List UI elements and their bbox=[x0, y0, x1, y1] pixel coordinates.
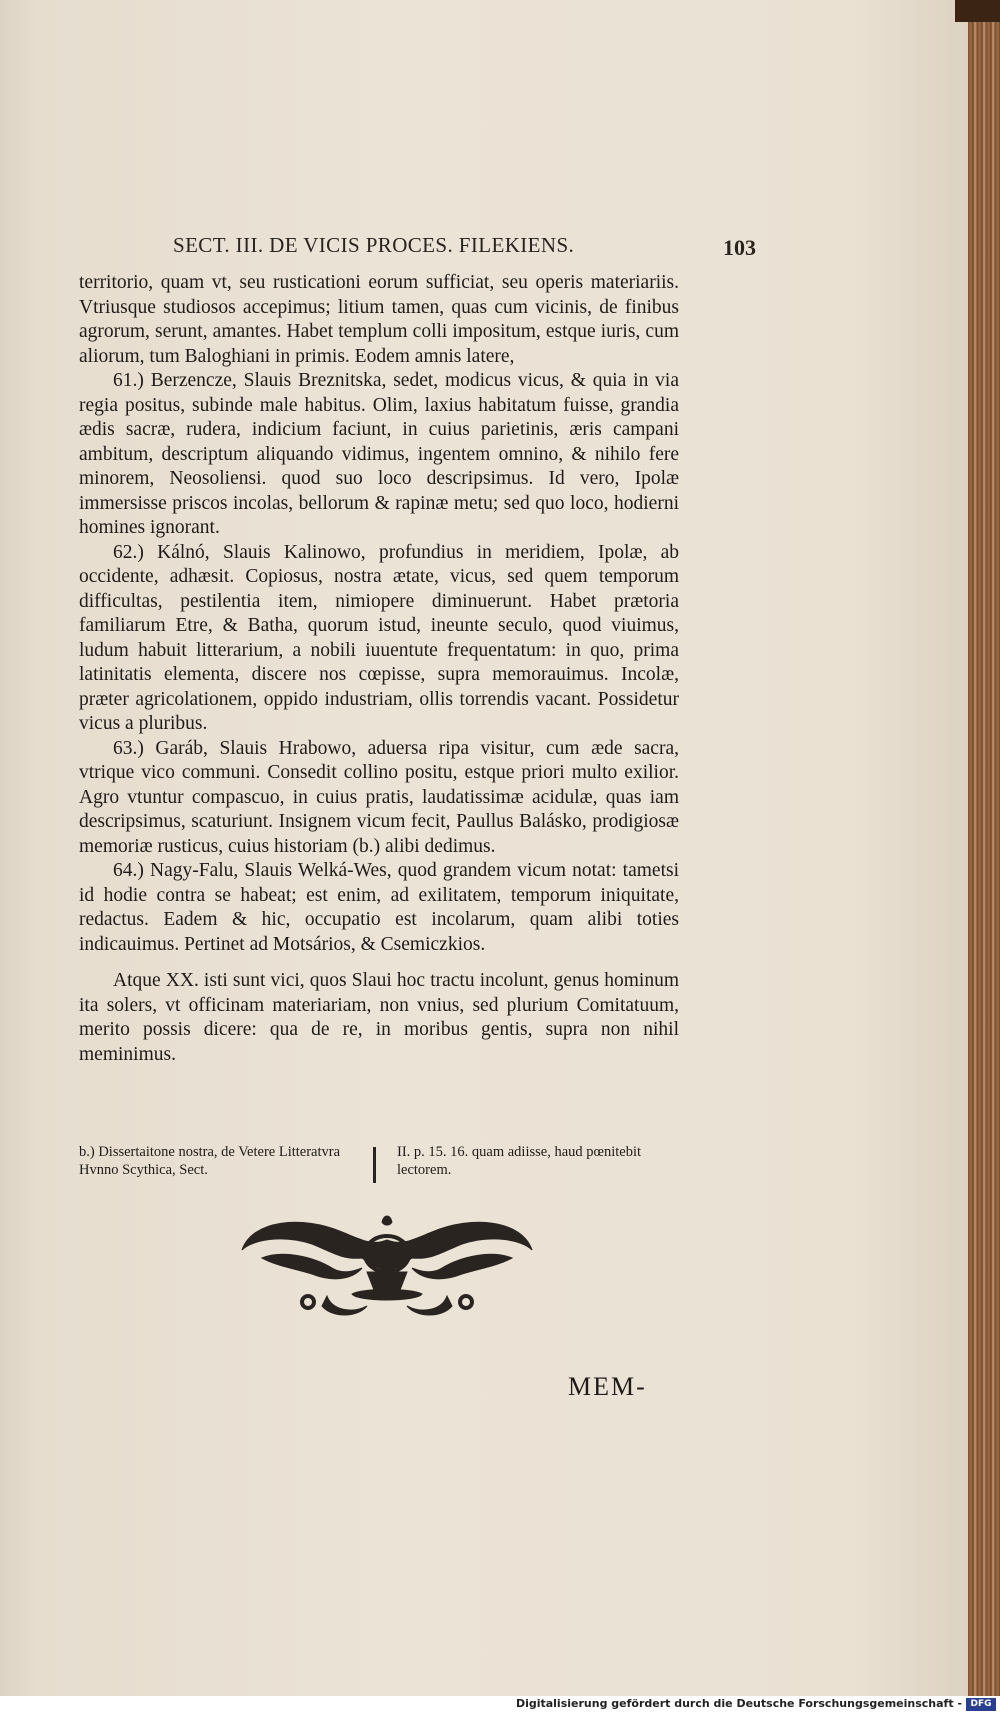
digitization-credit: Digitalisierung gefördert durch die Deutsche Forschungsgemeinschaft - bbox=[515, 1697, 962, 1710]
paragraph-61: 61.) Berzencze, Slauis Breznitska, sedet, modicus vicus, & quia in via regia positus, subinde male habitus. Olim, laxius habitatum fuisse, grandia ædis sacræ, rudera, indicium faciunt, in cuius parietinis, æris campani ambitum, descriptum aliquando vidimus, ingentem omnino, & nihilo fere minorem, Neosoliensi. quod suo loco descripsimus. Id vero, Ipolæ immersisse priscos incolas, bellorum & rapinæ metu; sed quo loco, hodierni homines ignorant. bbox=[79, 370, 679, 538]
book-edge-shadow bbox=[955, 0, 1000, 22]
paragraph-63: 63.) Garáb, Slauis Hrabowo, aduersa ripa visitur, cum æde sacra, vtrique vico communi. Consedit collino positu, estque priori multo exilior. Agro vtuntur compascuo, in cuius pratis, laudatissimæ acidulæ, quas iam descripsimus, scaturiunt. Insignem vicum fecit, Paullus Balásko, prodigiosæ memoriæ rusticus, cuius historiam (b.) alibi dedimus. bbox=[79, 737, 679, 857]
tailpiece-ornament bbox=[232, 1210, 542, 1322]
page-number: 103 bbox=[723, 235, 756, 260]
paragraph-62: 62.) Kálnó, Slauis Kalinowo, profundius in meridiem, Ipolæ, ab occidente, adhæsit. Copiosus, nostra ætate, vicus, sed quem temporum difficultas, pestilentia item, nimiopere diminuerunt. Habet prætoria familiarum Etre, & Batha, quorum istud, ineunte seculo, quod viuimus, ludum habuit litterarium, a nobili iuuentute frequentatum: in quo, prima latinitatis elementa, discere nos cœpisse, supra memorauimus. Incolæ, præter agricolationem, oppido industriam, ollis torrendis vacant. Possidetur vicus a pluribus. bbox=[79, 541, 679, 734]
paragraph-intro: territorio, quam vt, seu rusticationi eorum sufficiat, seu operis materiariis. Vtriusque studiosos accepimus; litium tamen, quas cum vicinis, de finibus agrorum, serunt, amantes. Habet templum colli impositum, estque iuris, cum aliorum, tum Baloghiani in primis. Eodem amnis latere, bbox=[79, 272, 679, 367]
dfg-logo: DFG bbox=[966, 1698, 996, 1711]
paragraph-conclusion: Atque XX. isti sunt vici, quos Slaui hoc tractu incolunt, genus hominum ita solers, vt officinam materiariam, non vnius, sed plurium Comitatuum, merito possis dicere: qua de re, in moribus gentis, supra non nihil meminimus. bbox=[79, 970, 679, 1065]
footnote-left: b.) Dissertaitone nostra, de Vetere Litteratvra Hvnno Scythica, Sect. bbox=[79, 1144, 341, 1178]
footnote bbox=[79, 1143, 679, 1193]
body-text bbox=[79, 271, 679, 1067]
header bbox=[173, 233, 728, 263]
running-head: SECT. III. DE VICIS PROCES. FILEKIENS. bbox=[173, 233, 575, 257]
book-edge bbox=[968, 0, 1000, 1696]
catchword: MEM- bbox=[568, 1372, 647, 1401]
paragraph-64: 64.) Nagy-Falu, Slauis Welká-Wes, quod grandem vicum notat: tametsi id hodie contra se habeat; est enim, ad exilitatem, temporum iniquitate, redactus. Eadem & hic, occupatio est incolarum, quam alibi toties indicauimus. Pertinet ad Motsários, & Csemiczkios. bbox=[79, 860, 679, 955]
footnote-right: II. p. 15. 16. quam adiisse, haud pœnitebit lectorem. bbox=[397, 1144, 642, 1178]
footnote-divider bbox=[373, 1147, 376, 1183]
